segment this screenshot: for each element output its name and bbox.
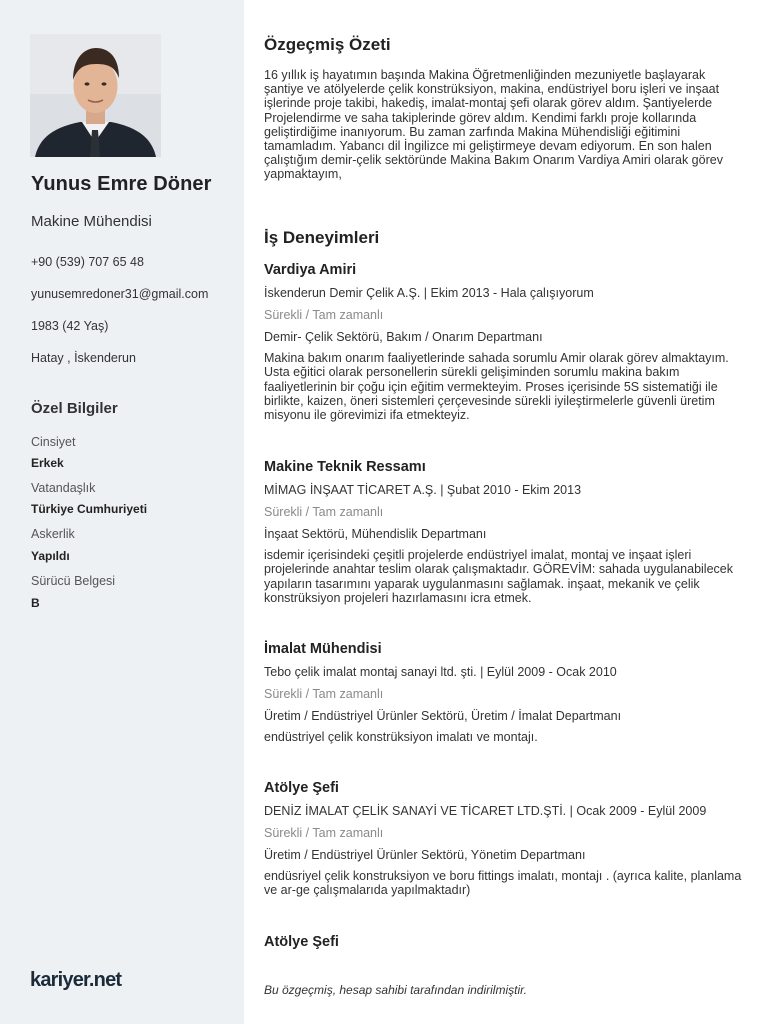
location: Hatay , İskenderun — [31, 351, 136, 365]
download-note: Bu özgeçmiş, hesap sahibi tarafından indirilmiştir. — [264, 983, 528, 997]
job-title: Makine Teknik Ressamı — [264, 459, 426, 475]
job-department: Üretim / Endüstriyel Ürünler Sektörü, Yönetim Departmanı — [264, 848, 586, 862]
job-description: Makina bakım onarım faaliyetlerinde sahada sorumlu Amir olarak görev almaktayım. Usta eğitici olarak personellerin sürekli gelişiminden sorumlu makina bakım faaliyetlerinin bir çoğu için eğitim vermekteyim. Proses içerisinde 5S sistematiği ile birlikte, kaizen, öneri sistemleri çerçevesinde sürekli iyileştirmelerle güvenli üretim misyonu ile görevimizi ifa etmekteyiz. — [264, 351, 729, 423]
job-title: Atölye Şefi — [264, 780, 339, 796]
gender-label: Cinsiyet — [31, 435, 76, 449]
gender-value: Erkek — [31, 456, 64, 470]
military-value: Yapıldı — [31, 549, 70, 563]
kariyer-logo: kariyer.net — [30, 969, 122, 991]
license-value: B — [31, 596, 40, 610]
job-entry — [264, 934, 742, 958]
citizenship-label: Vatandaşlık — [31, 481, 96, 495]
email-address: yunusemredoner31@gmail.com — [31, 287, 209, 301]
job-description: endüsriyel çelik konstruksiyon ve boru fittings imalatı, montajı . (ayrıca kalite, planlama ve ar-ge çalışmalarıda yapılmaktadır) — [264, 869, 742, 898]
job-entry — [264, 459, 742, 605]
job-company: MİMAG İNŞAAT TİCARET A.Ş. | Şubat 2010 - Ekim 2013 — [264, 483, 582, 497]
job-title: Atölye Şefi — [264, 934, 339, 950]
job-type: Sürekli / Tam zamanlı — [264, 687, 384, 701]
candidate-title: Makine Mühendisi — [31, 213, 152, 230]
license-label: Sürücü Belgesi — [31, 574, 116, 588]
job-title: Vardiya Amiri — [264, 262, 357, 278]
summary-text: 16 yıllık iş hayatımın başında Makina Öğretmenliğinden mezuniyetle başlayarak şantiye ve atölyelerde çelik konstrüksiyon, makina, endüstriyel boru işleri ve inşaat işlerinde proje takibi, hakediş, imalat-montaj şefi olarak görev aldım. Şantiyelerde Projelendirme ve saha takiplerinde görev aldım. Kendimi farklı proje kollarında geliştirdiğime inanıyorum. Bu zaman zarfında Makina Mühendisliği eğitimini tamamladım. Yabancı dil İngilizce mi geliştirmeye devam ediyorum. En son halen çalıştığım demir-çelik sektöründe Makina Bakım Onarım Vardiya Amiri olarak görev yapmaktayım, — [264, 68, 723, 182]
job-entry — [264, 780, 742, 898]
experience-heading: İş Deneyimleri — [264, 228, 380, 247]
phone-number: +90 (539) 707 65 48 — [31, 255, 144, 269]
job-description: endüstriyel çelik konstrüksiyon imalatı ve montajı. — [264, 730, 538, 744]
job-description: isdemir içerisindeki çeşitli projelerde endüstriyel imalat, montaj ve inşaat işleri projelerinde anahtar teslim olarak çalışmaktadır. GÖREVİM: sahada uygulanabilecek yapıların tasarımını yaparak uygulanmasını sağlamak. inşaat, mekanik ve çelik konstrüksiyon projeleri hazırlamasını icra etmek. — [264, 548, 733, 605]
job-entry — [264, 262, 742, 422]
job-company: İskenderun Demir Çelik A.Ş. | Ekim 2013 - Hala çalışıyorum — [264, 286, 594, 300]
citizenship-value: Türkiye Cumhuriyeti — [31, 502, 148, 516]
birth-date: 1983 (42 Yaş) — [31, 319, 109, 333]
job-type: Sürekli / Tam zamanlı — [264, 308, 384, 322]
profile-photo — [30, 34, 161, 157]
job-type: Sürekli / Tam zamanlı — [264, 826, 384, 840]
military-label: Askerlik — [31, 527, 75, 541]
job-type: Sürekli / Tam zamanlı — [264, 505, 384, 519]
job-department: İnşaat Sektörü, Mühendislik Departmanı — [264, 527, 487, 541]
job-department: Demir- Çelik Sektörü, Bakım / Onarım Departmanı — [264, 330, 543, 344]
job-title: İmalat Mühendisi — [264, 641, 382, 657]
job-company: DENİZ İMALAT ÇELİK SANAYİ VE TİCARET LTD.ŞTİ. | Ocak 2009 - Eylül 2009 — [264, 804, 707, 818]
candidate-name: Yunus Emre Döner — [31, 173, 212, 195]
job-department: Üretim / Endüstriyel Ürünler Sektörü, Üretim / İmalat Departmanı — [264, 709, 622, 723]
person-photo-icon — [30, 34, 161, 157]
sidebar — [0, 0, 244, 1024]
job-company: Tebo çelik imalat montaj sanayi ltd. şti. | Eylül 2009 - Ocak 2010 — [264, 665, 617, 679]
summary-heading: Özgeçmiş Özeti — [264, 35, 391, 54]
personal-info-heading: Özel Bilgiler — [31, 400, 118, 417]
job-entry — [264, 641, 742, 744]
